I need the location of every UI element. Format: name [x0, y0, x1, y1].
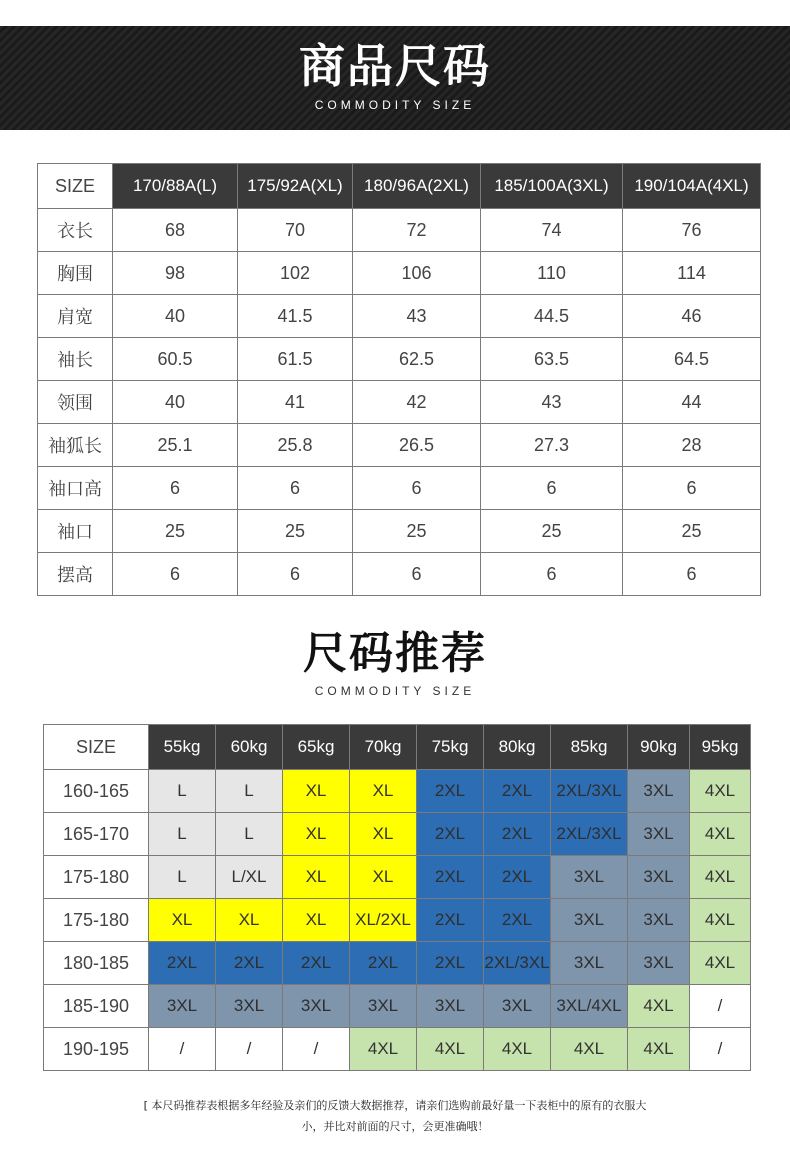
- recommended-size-cell: 2XL: [417, 813, 484, 856]
- recommended-size-cell: 4XL: [350, 1028, 417, 1071]
- size-column-header: 180/96A(2XL): [353, 164, 481, 209]
- height-range-label: 180-185: [44, 942, 149, 985]
- table-row: [38, 209, 761, 252]
- height-range-label: 175-180: [44, 899, 149, 942]
- measurement-value: 27.3: [481, 424, 623, 467]
- measurement-value: 74: [481, 209, 623, 252]
- measurement-label: 袖口高: [38, 467, 113, 510]
- recommended-size-cell: 3XL: [628, 770, 690, 813]
- recommended-size-cell: /: [690, 985, 751, 1028]
- table-header-row: [44, 725, 751, 770]
- measurement-label: 袖狐长: [38, 424, 113, 467]
- measurement-value: 44: [623, 381, 761, 424]
- measurement-value: 72: [353, 209, 481, 252]
- table-row: [44, 770, 751, 813]
- measurement-value: 25.8: [238, 424, 353, 467]
- recommended-size-cell: XL: [283, 856, 350, 899]
- recommended-size-cell: 2XL: [417, 770, 484, 813]
- recommended-size-cell: 3XL: [149, 985, 216, 1028]
- measurement-value: 43: [353, 295, 481, 338]
- recommended-size-cell: 2XL: [484, 856, 551, 899]
- recommended-size-cell: 3XL: [417, 985, 484, 1028]
- measurement-value: 114: [623, 252, 761, 295]
- measurement-value: 25: [481, 510, 623, 553]
- measurement-value: 41.5: [238, 295, 353, 338]
- table-row: [38, 510, 761, 553]
- table-header-row: [38, 164, 761, 209]
- recommended-size-cell: XL: [283, 813, 350, 856]
- recommended-size-cell: 3XL: [283, 985, 350, 1028]
- table-row: [38, 338, 761, 381]
- size-column-header: 170/88A(L): [113, 164, 238, 209]
- recommended-size-cell: 2XL/3XL: [551, 770, 628, 813]
- height-range-label: 190-195: [44, 1028, 149, 1071]
- measurement-value: 40: [113, 295, 238, 338]
- measurement-label: 袖口: [38, 510, 113, 553]
- recommended-size-cell: 4XL: [690, 942, 751, 985]
- recommended-size-cell: 3XL: [551, 899, 628, 942]
- recommended-size-cell: XL: [350, 770, 417, 813]
- recommended-size-cell: 4XL: [484, 1028, 551, 1071]
- recommended-size-cell: 3XL: [484, 985, 551, 1028]
- recommended-size-cell: 3XL: [628, 899, 690, 942]
- measurement-label: 领围: [38, 381, 113, 424]
- weight-column-header: 55kg: [149, 725, 216, 770]
- footnote-line-1: [ 本尺码推荐表根据多年经验及亲们的反馈大数据推荐，请亲们选购前最好量一下表柜中的原有的衣服大: [143, 1099, 647, 1112]
- recommended-size-cell: XL: [283, 899, 350, 942]
- recommended-size-cell: L: [149, 813, 216, 856]
- recommended-size-cell: 3XL: [628, 856, 690, 899]
- measurement-value: 6: [238, 467, 353, 510]
- recommended-size-cell: XL: [283, 770, 350, 813]
- size-corner-label: SIZE: [44, 725, 149, 770]
- measurement-value: 6: [481, 467, 623, 510]
- recommended-size-cell: L: [216, 813, 283, 856]
- measurement-value: 64.5: [623, 338, 761, 381]
- size-corner-label: SIZE: [38, 164, 113, 209]
- recommended-size-cell: 3XL: [628, 813, 690, 856]
- weight-column-header: 60kg: [216, 725, 283, 770]
- measurement-value: 61.5: [238, 338, 353, 381]
- measurement-label: 肩宽: [38, 295, 113, 338]
- recommended-size-cell: 2XL: [350, 942, 417, 985]
- recommended-size-cell: 2XL: [417, 899, 484, 942]
- recommended-size-cell: 3XL: [350, 985, 417, 1028]
- size-measurement-table: [37, 163, 761, 596]
- recommended-size-cell: 2XL: [149, 942, 216, 985]
- table-row: [44, 1028, 751, 1071]
- measurement-value: 110: [481, 252, 623, 295]
- recommended-size-cell: 2XL: [216, 942, 283, 985]
- size-column-header: 185/100A(3XL): [481, 164, 623, 209]
- weight-column-header: 85kg: [551, 725, 628, 770]
- measurement-label: 衣长: [38, 209, 113, 252]
- recommended-size-cell: 2XL: [484, 813, 551, 856]
- measurement-value: 6: [623, 553, 761, 596]
- measurement-value: 25: [353, 510, 481, 553]
- measurement-value: 46: [623, 295, 761, 338]
- measurement-value: 98: [113, 252, 238, 295]
- measurement-value: 42: [353, 381, 481, 424]
- measurement-value: 25: [238, 510, 353, 553]
- measurement-value: 25: [623, 510, 761, 553]
- table-row: [44, 985, 751, 1028]
- measurement-value: 28: [623, 424, 761, 467]
- table-row: [44, 856, 751, 899]
- header-banner: [0, 26, 790, 130]
- measurement-value: 6: [353, 553, 481, 596]
- measurement-value: 60.5: [113, 338, 238, 381]
- recommended-size-cell: 2XL: [484, 770, 551, 813]
- table-row: [38, 424, 761, 467]
- height-range-label: 160-165: [44, 770, 149, 813]
- recommended-size-cell: XL: [350, 813, 417, 856]
- recommended-size-cell: 2XL: [484, 899, 551, 942]
- table-row: [38, 553, 761, 596]
- recommend-subtitle: COMMODITY SIZE: [314, 684, 476, 698]
- recommend-title: 尺码推荐: [303, 628, 487, 679]
- recommended-size-cell: 3XL: [628, 942, 690, 985]
- recommended-size-cell: 2XL/3XL: [484, 942, 551, 985]
- recommended-size-cell: 3XL: [216, 985, 283, 1028]
- measurement-value: 68: [113, 209, 238, 252]
- recommended-size-cell: L: [149, 770, 216, 813]
- recommended-size-cell: 4XL: [417, 1028, 484, 1071]
- recommended-size-cell: /: [149, 1028, 216, 1071]
- measurement-value: 40: [113, 381, 238, 424]
- measurement-value: 70: [238, 209, 353, 252]
- measurement-value: 62.5: [353, 338, 481, 381]
- measurement-value: 6: [481, 553, 623, 596]
- measurement-label: 袖长: [38, 338, 113, 381]
- recommended-size-cell: XL: [216, 899, 283, 942]
- footnote-line-2: 小，并比对前面的尺寸，会更准确哦！: [301, 1120, 489, 1133]
- measurement-value: 6: [113, 467, 238, 510]
- recommended-size-cell: L/XL: [216, 856, 283, 899]
- banner-title: 商品尺码: [299, 39, 491, 93]
- recommended-size-cell: XL: [350, 856, 417, 899]
- measurement-value: 76: [623, 209, 761, 252]
- recommended-size-cell: 4XL: [551, 1028, 628, 1071]
- table-row: [38, 381, 761, 424]
- recommended-size-cell: /: [216, 1028, 283, 1071]
- recommended-size-cell: 2XL/3XL: [551, 813, 628, 856]
- measurement-value: 26.5: [353, 424, 481, 467]
- table-row: [38, 467, 761, 510]
- recommended-size-cell: 4XL: [690, 899, 751, 942]
- recommended-size-cell: L: [216, 770, 283, 813]
- recommended-size-cell: 4XL: [690, 813, 751, 856]
- recommended-size-cell: L: [149, 856, 216, 899]
- size-recommendation-table: [43, 724, 751, 1071]
- measurement-value: 6: [238, 553, 353, 596]
- weight-column-header: 70kg: [350, 725, 417, 770]
- recommended-size-cell: 2XL: [283, 942, 350, 985]
- recommended-size-cell: 3XL: [551, 856, 628, 899]
- recommended-size-cell: XL: [149, 899, 216, 942]
- recommended-size-cell: 4XL: [690, 770, 751, 813]
- banner-subtitle: COMMODITY SIZE: [314, 98, 476, 112]
- measurement-value: 6: [623, 467, 761, 510]
- weight-column-header: 65kg: [283, 725, 350, 770]
- recommended-size-cell: 4XL: [628, 1028, 690, 1071]
- measurement-value: 44.5: [481, 295, 623, 338]
- size-column-header: 190/104A(4XL): [623, 164, 761, 209]
- measurement-label: 胸围: [38, 252, 113, 295]
- measurement-value: 25.1: [113, 424, 238, 467]
- recommended-size-cell: 4XL: [628, 985, 690, 1028]
- size-column-header: 175/92A(XL): [238, 164, 353, 209]
- measurement-value: 106: [353, 252, 481, 295]
- weight-column-header: 75kg: [417, 725, 484, 770]
- weight-column-header: 80kg: [484, 725, 551, 770]
- table-row: [38, 295, 761, 338]
- measurement-label: 摆高: [38, 553, 113, 596]
- measurement-value: 25: [113, 510, 238, 553]
- recommended-size-cell: /: [283, 1028, 350, 1071]
- measurement-value: 63.5: [481, 338, 623, 381]
- recommended-size-cell: XL/2XL: [350, 899, 417, 942]
- height-range-label: 165-170: [44, 813, 149, 856]
- recommended-size-cell: /: [690, 1028, 751, 1071]
- recommended-size-cell: 2XL: [417, 942, 484, 985]
- recommended-size-cell: 4XL: [690, 856, 751, 899]
- measurement-value: 6: [113, 553, 238, 596]
- measurement-value: 41: [238, 381, 353, 424]
- table-row: [44, 942, 751, 985]
- height-range-label: 175-180: [44, 856, 149, 899]
- height-range-label: 185-190: [44, 985, 149, 1028]
- measurement-value: 102: [238, 252, 353, 295]
- recommended-size-cell: 3XL/4XL: [551, 985, 628, 1028]
- table-row: [38, 252, 761, 295]
- recommended-size-cell: 2XL: [417, 856, 484, 899]
- table-row: [44, 813, 751, 856]
- measurement-value: 6: [353, 467, 481, 510]
- recommended-size-cell: 3XL: [551, 942, 628, 985]
- measurement-value: 43: [481, 381, 623, 424]
- weight-column-header: 90kg: [628, 725, 690, 770]
- table-row: [44, 899, 751, 942]
- weight-column-header: 95kg: [690, 725, 751, 770]
